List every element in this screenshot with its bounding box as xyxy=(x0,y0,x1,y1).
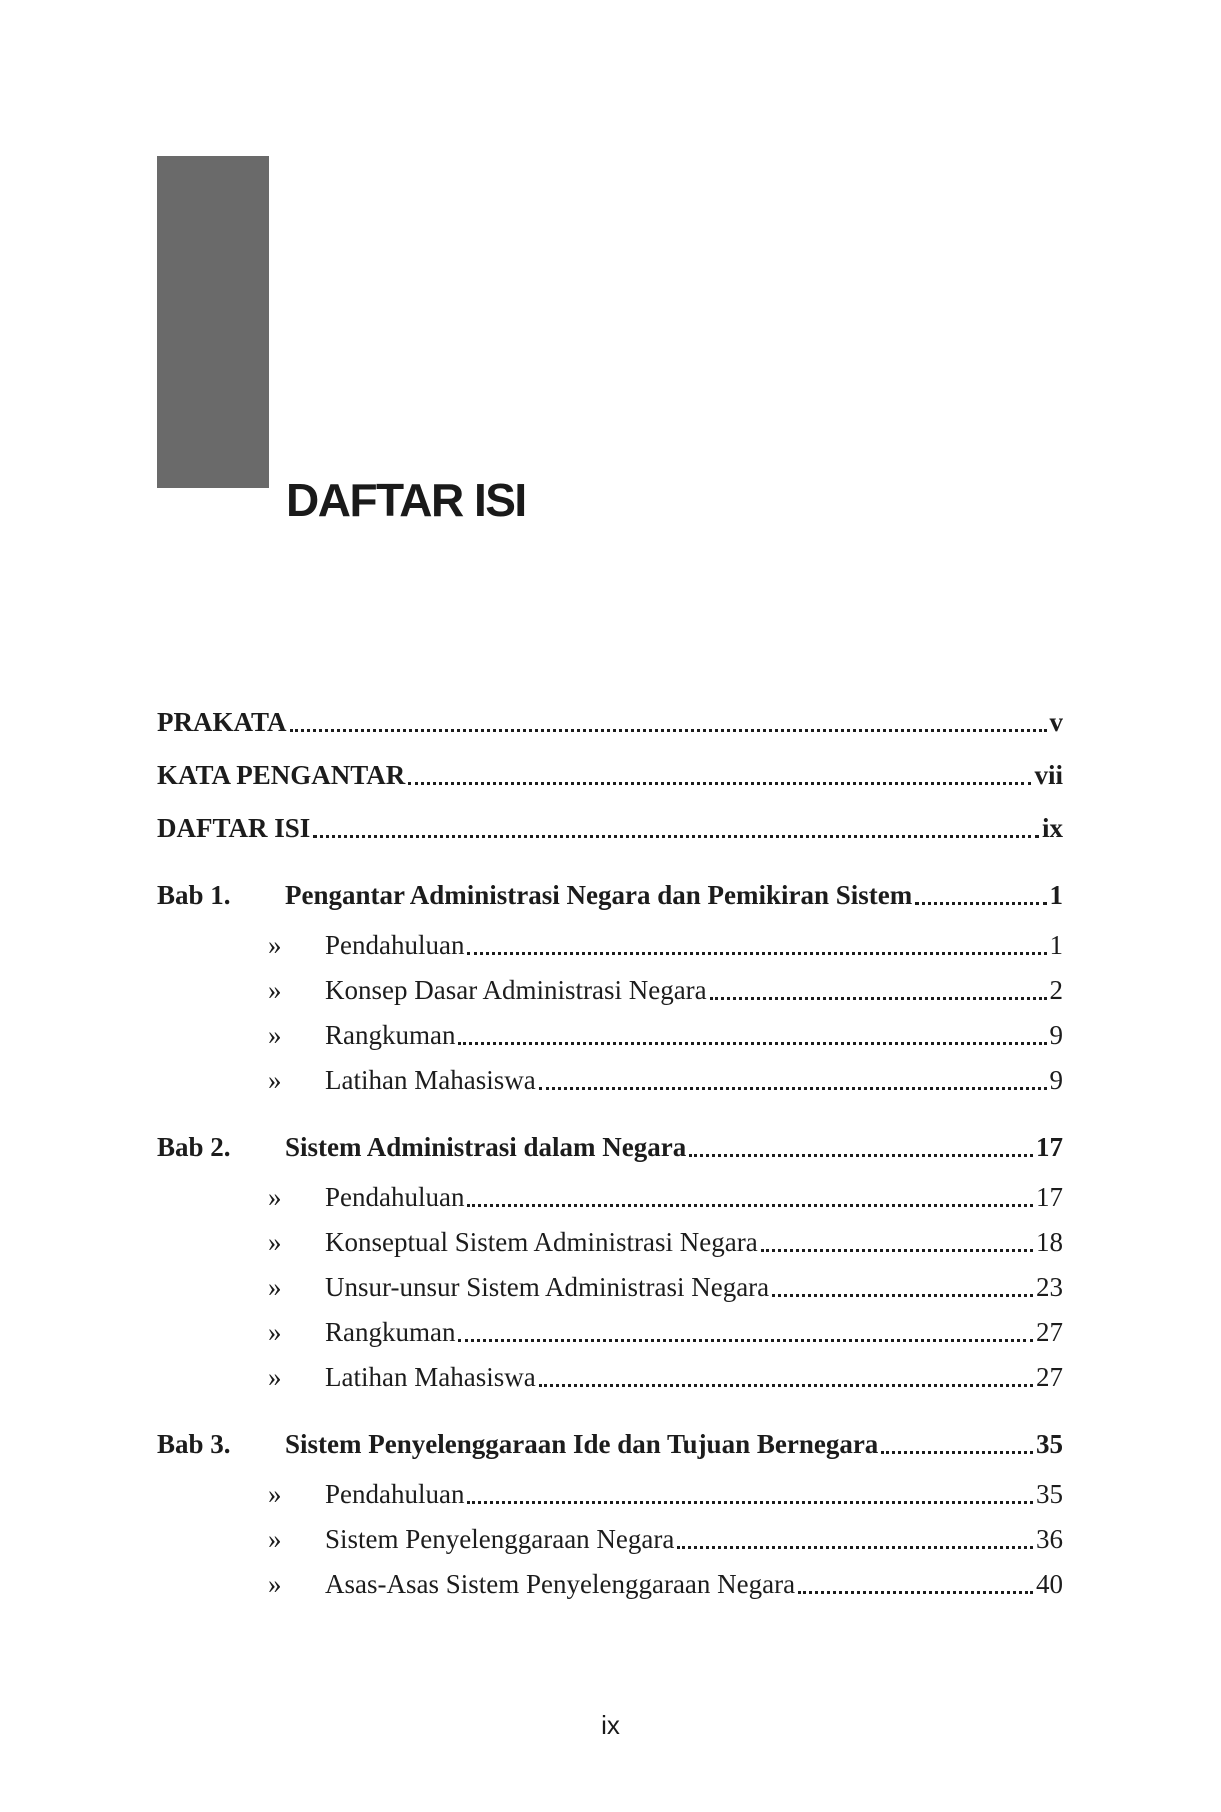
double-angle-bullet: » xyxy=(268,1317,282,1347)
item-page-number: 18 xyxy=(1036,1227,1063,1257)
double-angle-bullet: » xyxy=(268,975,282,1005)
item-title: Rangkuman xyxy=(325,1317,456,1347)
dotted-leader xyxy=(798,1591,1033,1594)
toc-item-row xyxy=(157,974,1063,1007)
item-page-number: 35 xyxy=(1036,1479,1063,1509)
toc-item-row xyxy=(157,1316,1063,1349)
entry-page-number: v xyxy=(1049,707,1063,737)
entry-label: KATA PENGANTAR xyxy=(157,760,406,790)
dotted-leader xyxy=(710,997,1047,1000)
chapter-block xyxy=(157,1428,1063,1601)
dotted-leader xyxy=(467,952,1046,955)
item-title: Pendahuluan xyxy=(325,930,465,960)
double-angle-bullet: » xyxy=(268,1479,282,1509)
item-page-number: 17 xyxy=(1036,1182,1063,1212)
item-page-number: 1 xyxy=(1049,930,1063,960)
item-page-number: 36 xyxy=(1036,1524,1063,1554)
double-angle-bullet: » xyxy=(268,1272,282,1302)
chapter-block xyxy=(157,1131,1063,1394)
chapter-title: Pengantar Administrasi Negara dan Pemikiran Sistem xyxy=(285,880,913,910)
chapter-items xyxy=(157,929,1063,1097)
chapter-label: Bab 2. xyxy=(157,1132,231,1162)
dotted-leader xyxy=(881,1451,1033,1454)
item-title: Unsur-unsur Sistem Administrasi Negara xyxy=(325,1272,770,1302)
double-angle-bullet: » xyxy=(268,1362,282,1392)
front-matter-list xyxy=(157,706,1063,845)
chapter-heading-row xyxy=(157,879,1063,912)
entry-label: PRAKATA xyxy=(157,707,287,737)
chapter-page-number: 17 xyxy=(1036,1132,1063,1162)
item-title: Konseptual Sistem Administrasi Negara xyxy=(325,1227,758,1257)
item-title: Latihan Mahasiswa xyxy=(325,1362,536,1392)
toc-item-row xyxy=(157,1064,1063,1097)
dotted-leader xyxy=(467,1204,1033,1207)
double-angle-bullet: » xyxy=(268,1524,282,1554)
toc-item-row xyxy=(157,1226,1063,1259)
chapter-heading-row xyxy=(157,1428,1063,1461)
item-title: Asas-Asas Sistem Penyelenggaraan Negara xyxy=(325,1569,796,1599)
item-page-number: 27 xyxy=(1036,1317,1063,1347)
double-angle-bullet: » xyxy=(268,930,282,960)
front-matter-row xyxy=(157,706,1063,739)
dotted-leader xyxy=(761,1249,1033,1252)
toc-item-row xyxy=(157,1271,1063,1304)
double-angle-bullet: » xyxy=(268,1182,282,1212)
chapter-list xyxy=(157,879,1063,1601)
chapter-heading-row xyxy=(157,1131,1063,1164)
toc-item-row xyxy=(157,1523,1063,1556)
toc-item-row xyxy=(157,1361,1063,1394)
footer-page-number: ix xyxy=(601,1710,620,1740)
chapter-title: Sistem Administrasi dalam Negara xyxy=(285,1132,687,1162)
dotted-leader xyxy=(408,782,1031,785)
item-page-number: 9 xyxy=(1049,1020,1063,1050)
item-title: Sistem Penyelenggaraan Negara xyxy=(325,1524,675,1554)
toc-item-row xyxy=(157,1478,1063,1511)
chapter-header-gray-block xyxy=(157,156,269,488)
entry-page-number: vii xyxy=(1034,760,1063,790)
front-matter-row xyxy=(157,812,1063,845)
dotted-leader xyxy=(458,1042,1046,1045)
item-title: Konsep Dasar Administrasi Negara xyxy=(325,975,707,1005)
item-title: Latihan Mahasiswa xyxy=(325,1065,536,1095)
chapter-page-number: 1 xyxy=(1049,880,1063,910)
table-of-contents xyxy=(157,706,1063,1613)
chapter-label: Bab 1. xyxy=(157,880,231,910)
dotted-leader xyxy=(689,1154,1033,1157)
item-title: Pendahuluan xyxy=(325,1182,465,1212)
dotted-leader xyxy=(467,1501,1033,1504)
item-page-number: 40 xyxy=(1036,1569,1063,1599)
chapter-items xyxy=(157,1478,1063,1601)
chapter-items xyxy=(157,1181,1063,1394)
toc-item-row xyxy=(157,929,1063,962)
double-angle-bullet: » xyxy=(268,1227,282,1257)
toc-item-row xyxy=(157,1181,1063,1214)
dotted-leader xyxy=(313,835,1039,838)
item-page-number: 2 xyxy=(1049,975,1063,1005)
dotted-leader xyxy=(539,1087,1047,1090)
item-title: Rangkuman xyxy=(325,1020,456,1050)
dotted-leader xyxy=(539,1384,1033,1387)
page-title: DAFTAR ISI xyxy=(286,473,526,526)
double-angle-bullet: » xyxy=(268,1065,282,1095)
item-page-number: 27 xyxy=(1036,1362,1063,1392)
chapter-title: Sistem Penyelenggaraan Ide dan Tujuan Bernegara xyxy=(285,1429,879,1459)
dotted-leader xyxy=(458,1339,1033,1342)
dotted-leader xyxy=(677,1546,1033,1549)
double-angle-bullet: » xyxy=(268,1020,282,1050)
entry-label: DAFTAR ISI xyxy=(157,813,311,843)
toc-item-row xyxy=(157,1019,1063,1052)
entry-page-number: ix xyxy=(1041,813,1063,843)
chapter-page-number: 35 xyxy=(1036,1429,1063,1459)
item-title: Pendahuluan xyxy=(325,1479,465,1509)
item-page-number: 23 xyxy=(1036,1272,1063,1302)
chapter-block xyxy=(157,879,1063,1097)
double-angle-bullet: » xyxy=(268,1569,282,1599)
dotted-leader xyxy=(290,729,1047,732)
item-page-number: 9 xyxy=(1049,1065,1063,1095)
toc-item-row xyxy=(157,1568,1063,1601)
chapter-label: Bab 3. xyxy=(157,1429,231,1459)
dotted-leader xyxy=(915,902,1046,905)
dotted-leader xyxy=(772,1294,1033,1297)
front-matter-row xyxy=(157,759,1063,792)
